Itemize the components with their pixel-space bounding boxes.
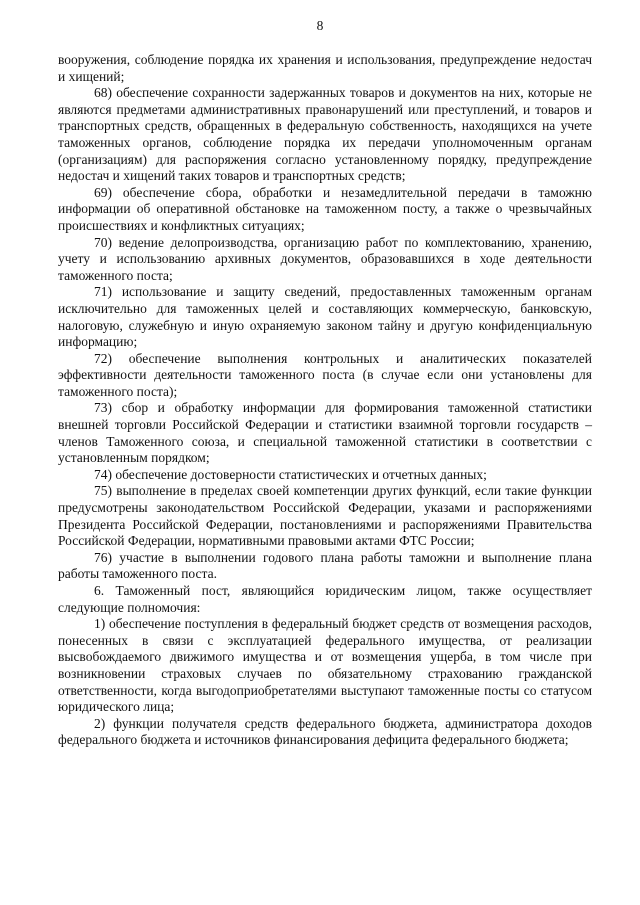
paragraph-subitem-1: 1) обеспечение поступления в федеральный бюджет средств от возмещения расходов, понесенных в связи с эксплуатацией федерального имущества, от реализации высвобождаемого движимого имущества и от возмещения ущерба, в том числе при возникновении страховых случаев по обязательному страхованию гражданской ответственности, когда выгодоприобретателями выступают таможенные посты со статусом юридического лица; bbox=[58, 616, 592, 715]
paragraph-item-70: 70) ведение делопроизводства, организацию работ по комплектованию, хранению, учету и использованию архивных документов, образовавшихся в ходе деятельности таможенного поста; bbox=[58, 234, 592, 283]
paragraph-subitem-2: 2) функции получателя средств федерального бюджета, администратора доходов федерального бюджета и источников финансирования дефицита федерального бюджета; bbox=[58, 715, 592, 748]
paragraph-item-68: 68) обеспечение сохранности задержанных товаров и документов на них, которые не являются предметами административных правонарушений или преступлений, и товаров и транспортных средств, обращенных в федеральную собственность, находящихся на учете таможенных органов, соблюдение порядка их передачи уполномоченным органам (организациям) для распоряжения согласно установленному порядку, предупреждение недостач и хищений таких товаров и транспортных средств; bbox=[58, 85, 592, 184]
paragraph-item-71: 71) использование и защиту сведений, предоставленных таможенным органам исключительно для таможенных целей и составляющих коммерческую, банковскую, налоговую, служебную и иную охраняемую законом тайну и другую конфиденциальную информацию; bbox=[58, 284, 592, 350]
paragraph-item-69: 69) обеспечение сбора, обработки и незамедлительной передачи в таможню информации об оперативной обстановке на таможенном посту, а также о чрезвычайных происшествиях и конфликтных ситуациях; bbox=[58, 184, 592, 233]
page-number: 8 bbox=[316, 18, 324, 33]
document-body bbox=[58, 52, 592, 749]
paragraph-item-74: 74) обеспечение достоверности статистических и отчетных данных; bbox=[94, 466, 487, 482]
paragraph-item-72: 72) обеспечение выполнения контрольных и аналитических показателей эффективности деятельности таможенного поста (в случае если они установлены для таможенного поста); bbox=[58, 350, 592, 399]
paragraph-item-76: 76) участие в выполнении годового плана работы таможни и выполнение плана работы таможенного поста. bbox=[58, 549, 592, 582]
paragraph-item-73: 73) сбор и обработку информации для формирования таможенной статистики внешней торговли Российской Федерации и статистики взаимной торговли государств – членов Таможенного союза, и специальной таможенной статистики в соответствии с установленным порядком; bbox=[58, 400, 592, 466]
paragraph-item-75: 75) выполнение в пределах своей компетенции других функций, если такие функции предусмотрены законодательством Российской Федерации, указами и распоряжениями Президента Российской Федерации, постановлениями и распоряжениями Правительства Российской Федерации, нормативными правовыми актами ФТС России; bbox=[58, 483, 592, 549]
section-6-intro: 6. Таможенный пост, являющийся юридическим лицом, также осуществляет следующие полномочия: bbox=[58, 583, 592, 615]
paragraph-continuation: вооружения, соблюдение порядка их хранения и использования, предупреждение недостач и хищений; bbox=[58, 52, 592, 84]
